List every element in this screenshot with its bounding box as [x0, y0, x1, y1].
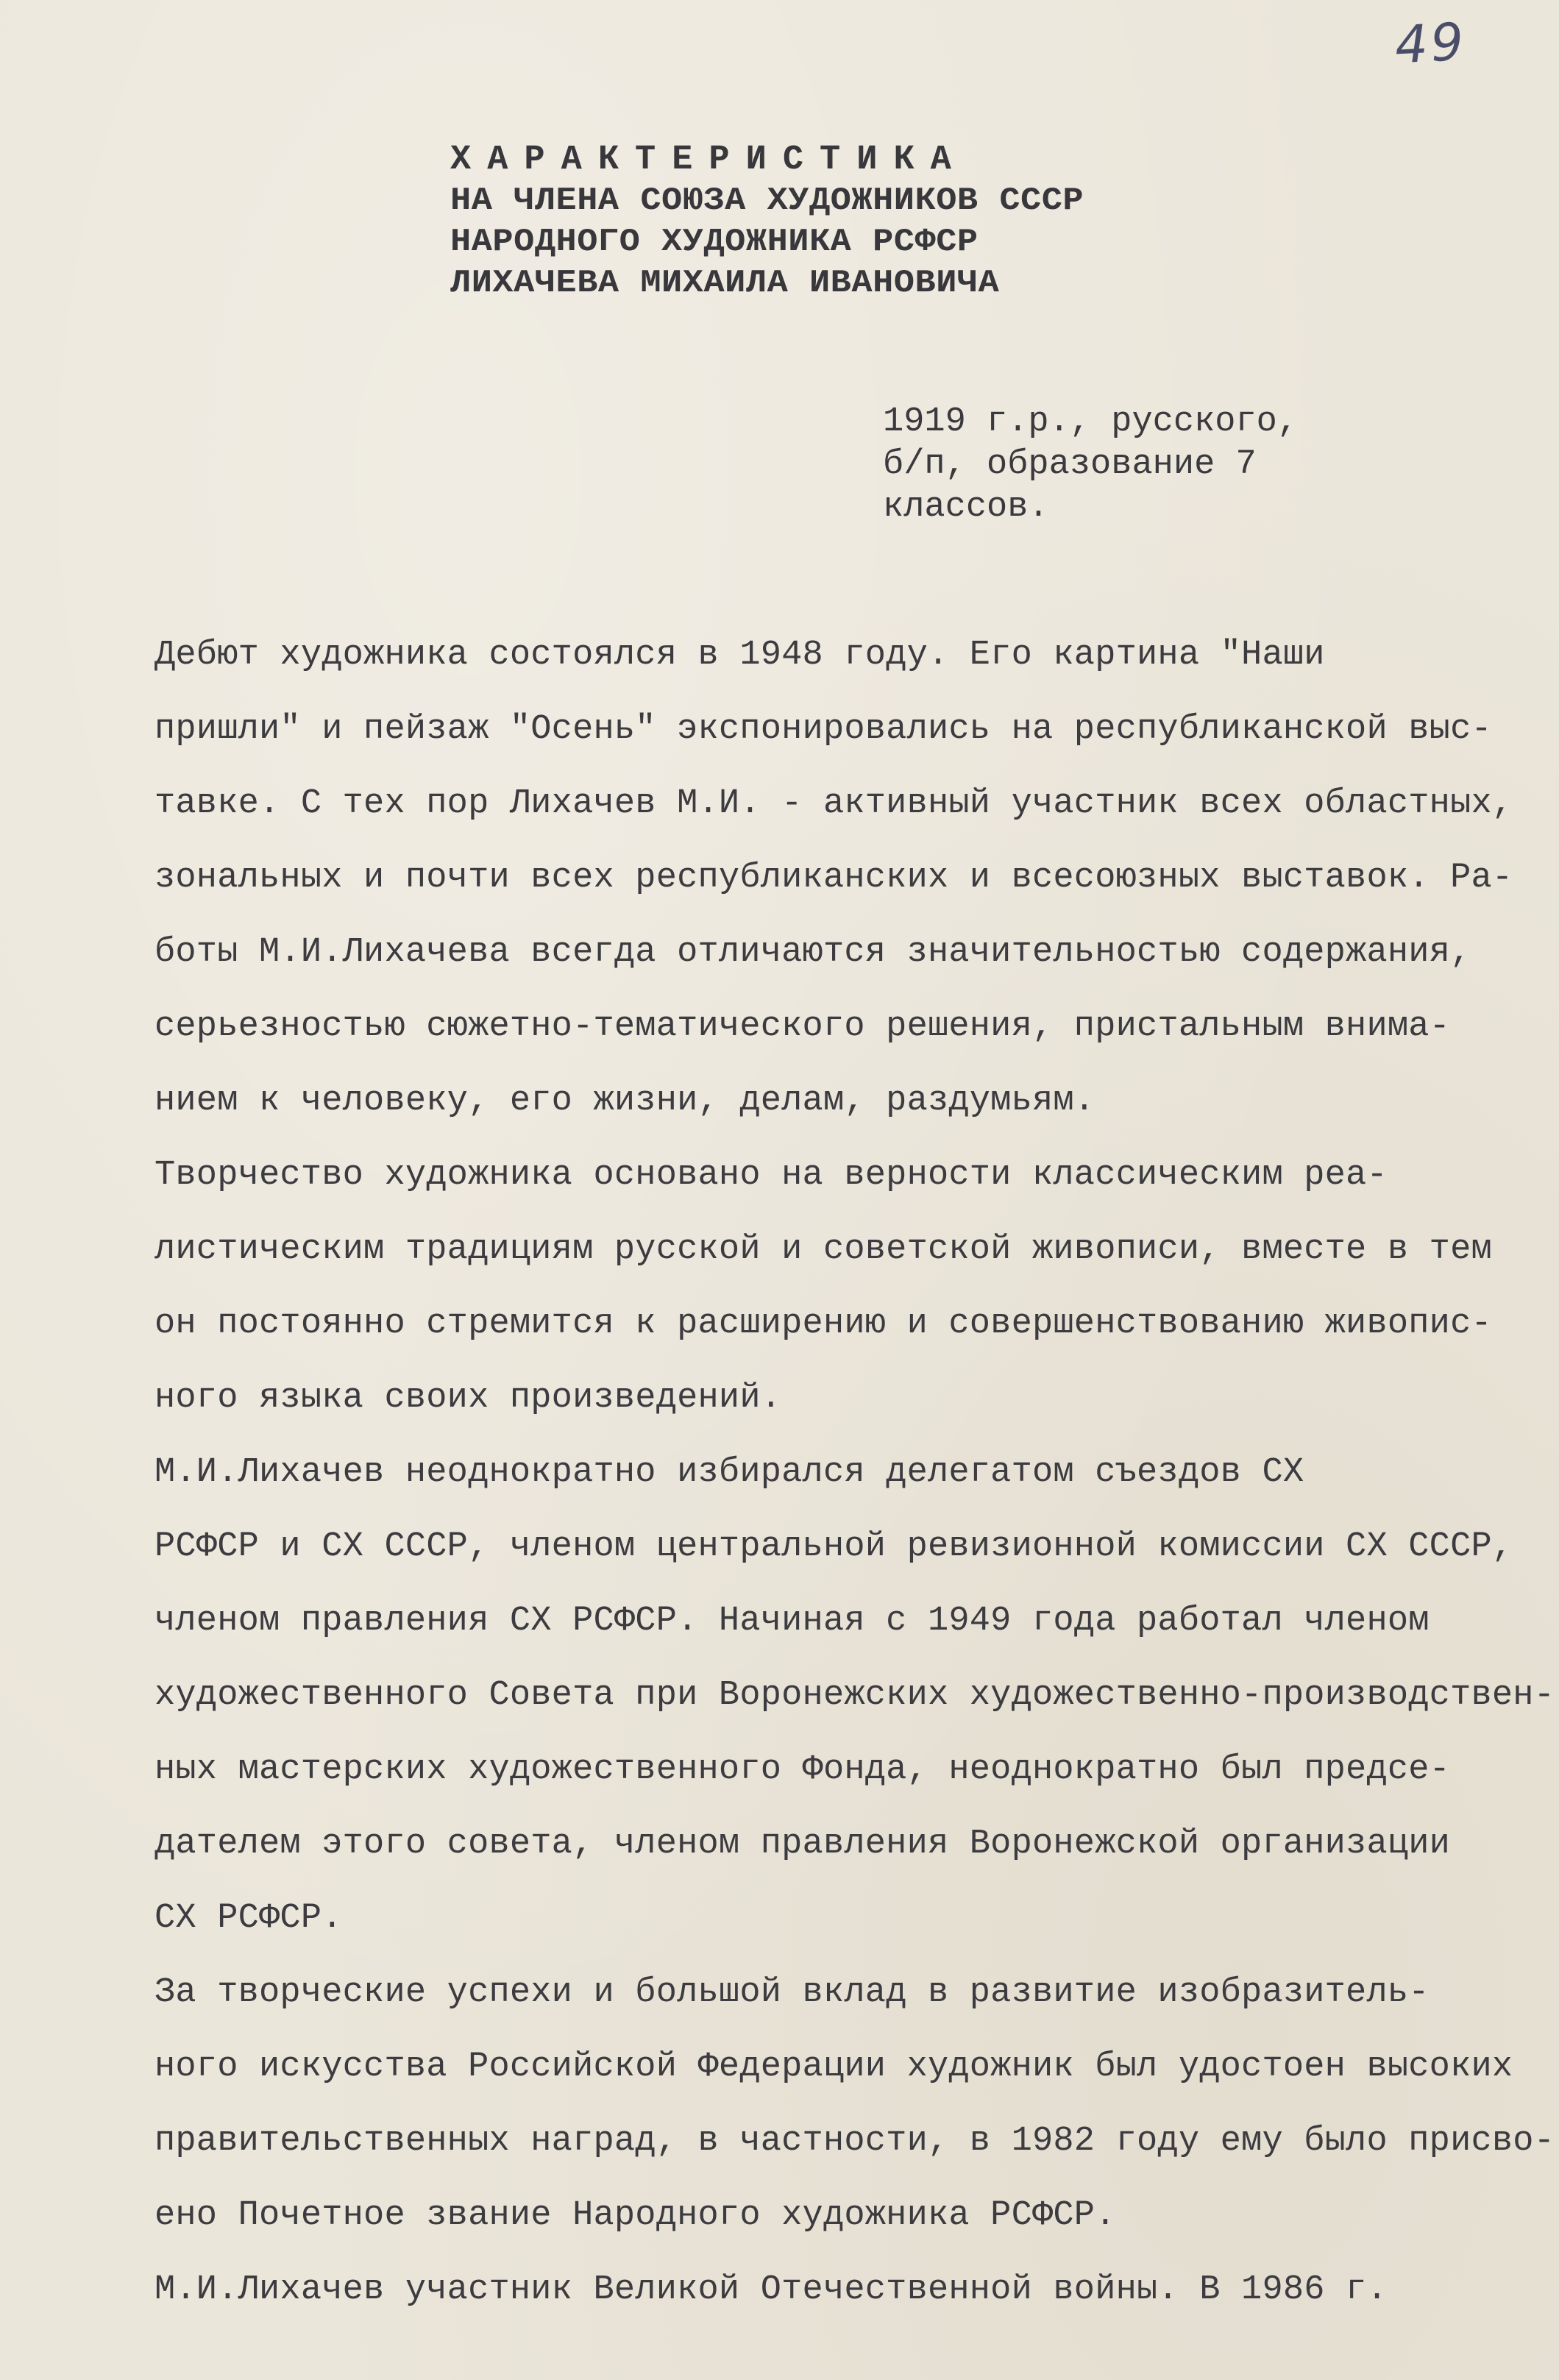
- heading-line: ЛИХАЧЕВА МИХАИЛА ИВАНОВИЧА: [450, 265, 1000, 302]
- text-line: зональных и почти всех республиканских и всесоюзных выставок. Ра-: [155, 859, 1513, 898]
- text-line: РСФСР и СХ СССР, членом центральной ревизионной комиссии СХ СССР,: [155, 1527, 1513, 1566]
- text-line: он постоянно стремится к расширению и совершенствованию живопис-: [155, 1304, 1492, 1343]
- text-line: листическим традициям русской и советской живописи, вместе в тем: [155, 1230, 1492, 1269]
- personal-info-block: [883, 401, 1398, 529]
- document-title: ХАРАКТЕРИСТИКА: [450, 141, 967, 180]
- text-line: ного искусства Российской Федерации художник был удостоен высоких: [155, 2047, 1513, 2086]
- personal-info-line: 1919 г.р., русского,: [883, 402, 1299, 441]
- heading-line: НА ЧЛЕНА СОЮЗА ХУДОЖНИКОВ СССР: [450, 182, 1084, 219]
- text-line: пришли" и пейзаж "Осень" экспонировались на республиканской выс-: [155, 710, 1492, 749]
- text-line: правительственных наград, в частности, в 1982 году ему было присво-: [155, 2122, 1555, 2161]
- text-line: СХ РСФСР.: [155, 1899, 343, 1938]
- text-line: ено Почетное звание Народного художника РСФСР.: [155, 2196, 1116, 2235]
- text-line: серьезностью сюжетно-тематического решения, пристальным внима-: [155, 1007, 1451, 1046]
- text-line: художественного Совета при Воронежских художественно-производствен-: [155, 1676, 1555, 1715]
- text-line: Творчество художника основано на верности классическим реа-: [155, 1156, 1388, 1195]
- heading-line: НАРОДНОГО ХУДОЖНИКА РСФСР: [450, 224, 979, 260]
- text-line: М.И.Лихачев участник Великой Отечественной войны. В 1986 г.: [155, 2270, 1388, 2309]
- page-number: 49: [1393, 11, 1469, 76]
- document-heading: [450, 140, 1407, 306]
- text-line: дателем этого совета, членом правления Воронежской организации: [155, 1825, 1451, 1864]
- text-line: Дебют художника состоялся в 1948 году. Его картина "Наши: [155, 636, 1325, 675]
- personal-info-line: классов.: [883, 488, 1049, 527]
- text-line: нием к человеку, его жизни, делам, раздумьям.: [155, 1081, 1095, 1120]
- body-text: [155, 618, 1555, 2327]
- text-line: тавке. С тех пор Лихачев М.И. - активный участник всех областных,: [155, 784, 1513, 823]
- text-line: ного языка своих произведений.: [155, 1379, 782, 1418]
- text-line: ных мастерских художественного Фонда, неоднократно был предсе-: [155, 1750, 1451, 1789]
- text-line: М.И.Лихачев неоднократно избирался делегатом съездов СХ: [155, 1453, 1304, 1492]
- text-line: За творческие успехи и большой вклад в развитие изобразитель-: [155, 1973, 1430, 2012]
- text-line: боты М.И.Лихачева всегда отличаются значительностью содержания,: [155, 933, 1471, 972]
- text-line: членом правления СХ РСФСР. Начиная с 1949 года работал членом: [155, 1602, 1430, 1641]
- personal-info-line: б/п, образование 7: [883, 445, 1257, 484]
